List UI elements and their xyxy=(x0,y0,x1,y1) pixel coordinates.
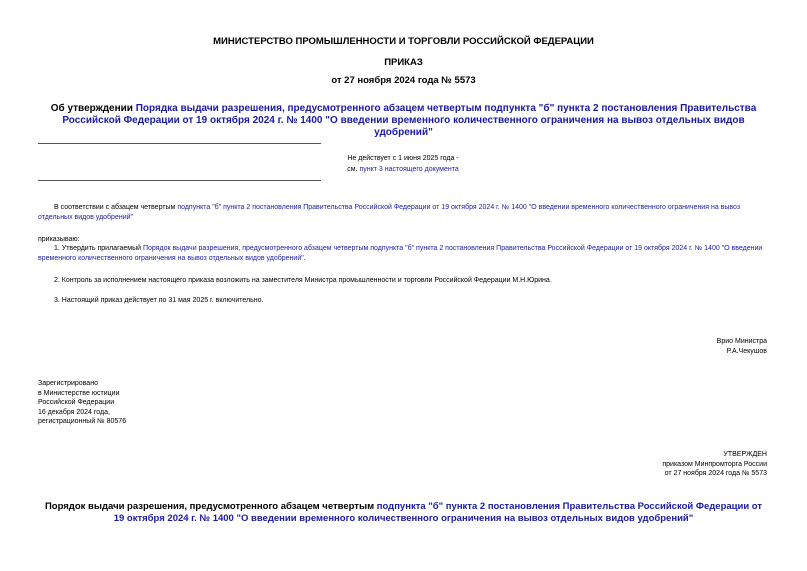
order-item-3: 3. Настоящий приказ действует по 31 мая 2025 г. включительно. xyxy=(54,297,264,304)
preamble-prefix: В соответствии с абзацем четвертым xyxy=(54,204,178,211)
status-note-link[interactable]: пункт 3 настоящего документа xyxy=(359,166,459,173)
registration-line2: в Министерстве юстиции xyxy=(38,389,120,397)
document-title-prefix: Об утверждении xyxy=(50,103,136,114)
registration-block xyxy=(38,379,238,427)
order-item-1-suffix: . xyxy=(303,254,306,262)
status-note-line2 xyxy=(300,164,506,175)
order-item-1-prefix: 1. Утвердить прилагаемый xyxy=(54,245,143,252)
annex-title-prefix: Порядок выдачи разрешения, предусмотренного абзацем четвертым xyxy=(44,501,377,512)
document-title-link[interactable]: Порядка выдачи разрешения, предусмотренного абзацем четвертым подпункта "б" пункта 2 постановления Правительства Российской Федерации от 19 октября 2024 г. № 1400 "О введении временного количественного ограничения на вывоз отдельных видов удобрений" xyxy=(62,103,757,138)
doc-date-number: от 27 ноября 2024 года № 5573 xyxy=(331,75,476,86)
document-title xyxy=(40,103,767,139)
doc-type-heading: ПРИКАЗ xyxy=(384,57,423,68)
approved-block xyxy=(547,450,767,479)
status-note-line2-prefix: см. xyxy=(347,166,360,173)
status-note xyxy=(300,153,506,175)
annex-title xyxy=(40,501,767,525)
registration-line3: Российской Федерации xyxy=(38,399,115,406)
preamble xyxy=(38,203,770,222)
approved-line1: УТВЕРЖДЕН xyxy=(723,451,767,458)
status-rule-top xyxy=(38,143,321,144)
order-word: приказываю: xyxy=(38,236,80,243)
annex-title-link[interactable]: подпункта "б" пункта 2 постановления Правительства Российской Федерации от 19 октября 2024 г. № 1400 "О введении временного количественного ограничения на вывоз отдельных видов удобрений" xyxy=(113,501,763,524)
order-item-1 xyxy=(38,244,770,263)
status-note-line1: Не действует с 1 июня 2025 года - xyxy=(347,155,459,162)
signature-name: Р.А.Чекушов xyxy=(726,347,767,355)
registration-line1: Зарегистрировано xyxy=(38,380,98,387)
preamble-link[interactable]: подпункта "б" пункта 2 постановления Правительства Российской Федерации от 19 октября 2024 г. № 1400 "О введении временного количественного ограничения на вывоз отдельных видов удобрений" xyxy=(38,204,741,221)
approved-line3: от 27 ноября 2024 года № 5573 xyxy=(664,470,767,477)
order-item-1-link[interactable]: Порядок выдачи разрешения, предусмотренного абзацем четвертым подпункта "б" пункта 2 постановления Правительства Российской Федерации от 19 октября 2024 г. № 1400 "О введении временного количественного ограничения на вывоз отдельных видов удобрений" xyxy=(38,245,763,262)
ministry-heading: МИНИСТЕРСТВО ПРОМЫШЛЕННОСТИ И ТОРГОВЛИ РОССИЙСКОЙ ФЕДЕРАЦИИ xyxy=(213,36,594,47)
registration-line5: регистрационный № 80576 xyxy=(38,418,127,425)
order-item-2: 2. Контроль за исполнением настоящего приказа возложить на заместителя Министра промышленности и торговли Российской Федерации М.Н.Юрина. xyxy=(54,277,552,284)
signature-block xyxy=(567,337,767,356)
approved-line2: приказом Минпромторга России xyxy=(662,460,767,468)
signature-position: Врио Министра xyxy=(716,338,767,345)
status-rule-bottom xyxy=(38,180,321,181)
registration-line4: 16 декабря 2024 года, xyxy=(38,408,110,416)
